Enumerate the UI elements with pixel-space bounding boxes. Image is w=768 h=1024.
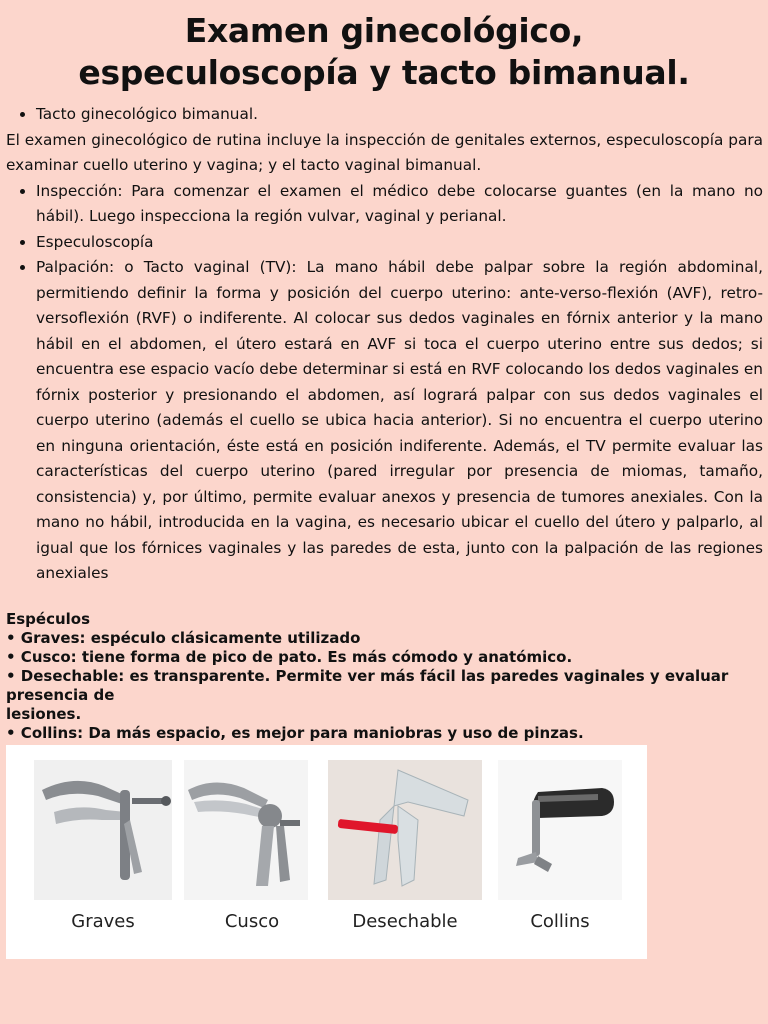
list-item: • Palpación: o Tacto vaginal (TV): La mano hábil debe palpar sobre la región abdominal, permitiendo definir la forma y posición del cuerpo uterino: ante-verso-flexión (AVF), retro-versoflexión (RVF) o indiferente. Al colocar sus dedos vaginales en fórnix anterior y la mano hábil en el abdomen, el útero estará en AVF si toca el cuerpo uterino entre sus dedos; si encuentra ese espacio vacío debe determinar si está en RVF colocando los dedos vaginales en fórnix posterior y presionando el abdomen, así logrará palpar con sus dedos vaginales el cuerpo uterino (además el cuello se ubica hacia anterior). Si no encuentra el cuerpo uterino en ninguna orientación, éste está en posición indiferente. Además, el TV permite evaluar las características del cuerpo uterino (pared irregular por presencia de miomas, tamaño, consistencia) y, por último, permite evaluar anexos y presencia de tumores anexiales. Con la mano no hábil, introducida en la vagina, es necesario ubicar el cuello del útero y palparlo, al igual que los fórnices vaginales y las paredes de esta, junto con la palpación de las regiones anexiales [36,255,763,587]
list-item: • Especuloscopía [36,230,763,256]
graves-speculum-image [34,760,172,900]
steps-list [6,179,763,587]
caption-cusco: Cusco [224,911,280,932]
caption-desechable: Desechable [352,911,458,932]
title-line-1: Examen ginecológico, [184,11,584,50]
speculum-item: • Collins: Da más espacio, es mejor para maniobras y uso de pinzas. [6,724,584,742]
speculum-item: lesiones. [6,705,82,723]
title-line-2: especuloscopía y tacto bimanual. [78,53,690,92]
speculum-item: • Cusco: tiene forma de pico de pato. Es más cómodo y anatómico. [6,648,573,666]
collins-speculum-image [498,760,622,900]
caption-graves: Graves [71,911,135,932]
speculum-item: • Desechable: es transparente. Permite ver más fácil las paredes vaginales y evaluar presencia de [6,667,729,704]
list-item: • Tacto ginecológico bimanual. [36,102,763,128]
page-title [0,10,768,94]
speculum-list [6,610,763,743]
exam-description [6,102,763,587]
speculum-item: • Graves: espéculo clásicamente utilizado [6,629,361,647]
speculum-gallery [6,745,647,959]
list-item: • Inspección: Para comenzar el examen el médico debe colocarse guantes (en la mano no hábil). Luego inspecciona la región vulvar, vaginal y perianal. [36,179,763,230]
intro-paragraph: El examen ginecológico de rutina incluye la inspección de genitales externos, especuloscopía para examinar cuello uterino y vagina; y el tacto vaginal bimanual. [6,130,763,174]
intro-list [6,102,763,128]
disposable-speculum-image [328,760,482,900]
speculum-heading: Espéculos [6,610,91,628]
cusco-speculum-image [184,760,308,900]
caption-collins: Collins [530,911,590,932]
